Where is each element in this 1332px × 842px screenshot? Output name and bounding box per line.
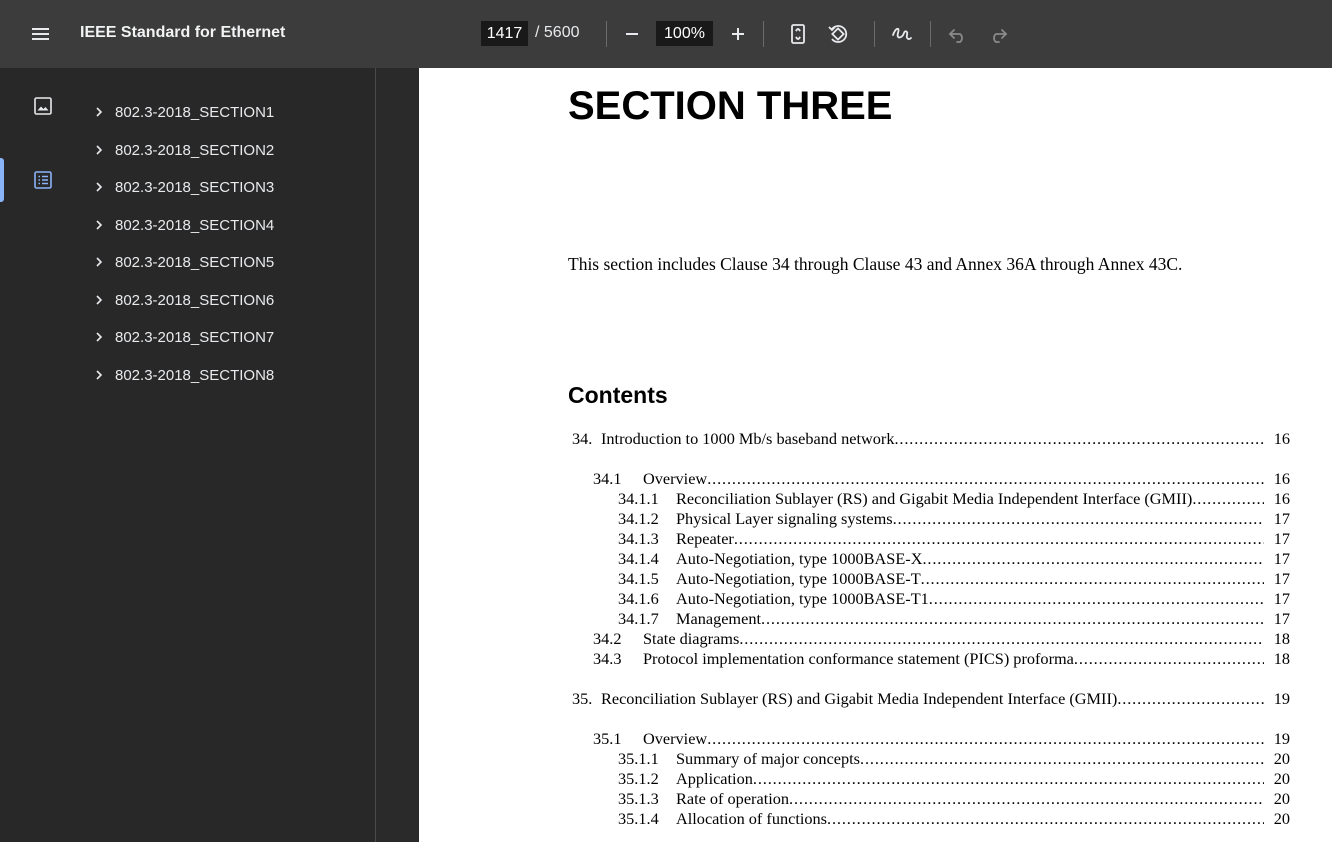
toc-leader <box>707 469 1264 489</box>
chevron-right-icon[interactable] <box>92 368 106 382</box>
toc-entry[interactable] <box>618 809 1290 829</box>
toc-leader <box>761 609 1264 629</box>
toc-leader <box>739 629 1264 649</box>
toc-page: 16 <box>1273 429 1290 448</box>
fit-page-icon[interactable] <box>785 21 811 47</box>
toc-leader <box>789 789 1264 809</box>
toc-number: 34.1.5 <box>618 569 659 588</box>
toc-number: 34.1 <box>593 469 622 488</box>
toolbar-divider <box>606 21 607 47</box>
outline-item-section6[interactable] <box>84 284 364 316</box>
thumbnails-icon[interactable] <box>30 93 56 119</box>
toc-leader <box>1074 649 1264 669</box>
toc-leader <box>929 589 1264 609</box>
toc-number: 35. <box>572 689 593 708</box>
toc-number: 35.1.3 <box>618 789 659 808</box>
toc-leader <box>1117 689 1264 709</box>
outline-icon[interactable] <box>30 167 56 193</box>
toc-leader <box>860 749 1264 769</box>
toc-title: Allocation of functions <box>676 809 828 828</box>
toolbar-divider <box>874 21 875 47</box>
toc-leader <box>827 809 1264 829</box>
toc-page: 17 <box>1273 509 1290 528</box>
outline-item-section8[interactable] <box>84 359 364 391</box>
toc-number: 34.1.4 <box>618 549 659 568</box>
sidebar-rail <box>0 68 84 842</box>
zoom-input[interactable] <box>656 21 713 46</box>
outline-item-label: 802.3-2018_SECTION5 <box>115 254 275 271</box>
toc-number: 34.2 <box>593 629 622 648</box>
toc-title: Auto-Negotiation, type 1000BASE-X <box>676 549 923 568</box>
toc-leader <box>894 429 1264 449</box>
chevron-right-icon[interactable] <box>92 218 106 232</box>
redo-icon[interactable] <box>985 21 1011 47</box>
outline-item-section7[interactable] <box>84 321 364 353</box>
toc-title: Application <box>676 769 753 788</box>
outline-panel <box>84 68 375 842</box>
toc-leader <box>1192 489 1264 509</box>
toc-title: Summary of major concepts <box>676 749 861 768</box>
toc-title: Rate of operation <box>676 789 790 808</box>
chevron-right-icon[interactable] <box>92 330 106 344</box>
outline-item-label: 802.3-2018_SECTION1 <box>115 104 275 121</box>
section-intro: This section includes Clause 34 through Clause 43 and Annex 36A through Annex 43C. <box>568 254 1183 274</box>
toc-title: Protocol implementation conformance statement (PICS) proforma <box>643 649 1074 668</box>
toc-title: Introduction to 1000 Mb/s baseband network <box>601 429 895 448</box>
toc-number: 34.3 <box>593 649 622 668</box>
zoom-in-icon[interactable] <box>726 22 750 46</box>
toc-page: 19 <box>1273 689 1290 708</box>
outline-item-label: 802.3-2018_SECTION4 <box>115 217 275 234</box>
toc-leader <box>707 729 1264 749</box>
toc-title: Physical Layer signaling systems <box>676 509 893 528</box>
toc-entry[interactable] <box>593 649 1290 669</box>
toc-page: 16 <box>1273 489 1290 508</box>
outline-item-section3[interactable] <box>84 171 364 203</box>
toc-number: 35.1.4 <box>618 809 659 828</box>
toc-entry[interactable] <box>618 549 1290 569</box>
toc-page: 17 <box>1273 609 1290 628</box>
outline-item-label: 802.3-2018_SECTION3 <box>115 179 275 196</box>
contents-heading: Contents <box>568 382 668 408</box>
toc-entry[interactable] <box>618 749 1290 769</box>
toc-number: 34.1.6 <box>618 589 659 608</box>
toc-number: 35.1.2 <box>618 769 659 788</box>
outline-item-label: 802.3-2018_SECTION7 <box>115 329 275 346</box>
toolbar <box>0 0 1332 68</box>
toc-page: 17 <box>1273 589 1290 608</box>
toc-entry[interactable] <box>618 489 1290 509</box>
page-total: / 5600 <box>535 24 580 41</box>
toc-number: 34.1.2 <box>618 509 659 528</box>
toc-page: 18 <box>1273 629 1290 648</box>
outline-item-label: 802.3-2018_SECTION2 <box>115 142 275 159</box>
chevron-right-icon[interactable] <box>92 143 106 157</box>
toc-entry[interactable] <box>593 469 1290 489</box>
toc-page: 20 <box>1273 789 1290 808</box>
pdf-page <box>419 68 1332 842</box>
undo-icon[interactable] <box>945 21 971 47</box>
toc-leader <box>893 509 1264 529</box>
outline-item-section2[interactable] <box>84 134 364 166</box>
toc-entry[interactable] <box>593 629 1290 649</box>
toc-title: Auto-Negotiation, type 1000BASE-T1 <box>676 589 929 608</box>
toc-entry[interactable] <box>618 569 1290 589</box>
chevron-right-icon[interactable] <box>92 105 106 119</box>
toc-leader <box>753 769 1264 789</box>
outline-item-label: 802.3-2018_SECTION6 <box>115 292 275 309</box>
toc-number: 35.1.1 <box>618 749 659 768</box>
toc-title: Overview <box>643 469 708 488</box>
rotate-icon[interactable] <box>825 21 851 47</box>
toc-entry[interactable] <box>593 729 1290 749</box>
toc-number: 34.1.1 <box>618 489 659 508</box>
toc-leader <box>922 549 1264 569</box>
menu-icon[interactable] <box>28 22 54 46</box>
toc-title: Repeater <box>676 529 734 548</box>
toc-entry[interactable] <box>572 689 1290 709</box>
toc-page: 20 <box>1273 769 1290 788</box>
toc-entry[interactable] <box>572 429 1290 449</box>
toc-page: 20 <box>1273 809 1290 828</box>
toc-page: 20 <box>1273 749 1290 768</box>
toolbar-divider <box>930 21 931 47</box>
toc-entry[interactable] <box>618 589 1290 609</box>
document-title: IEEE Standard for Ethernet <box>80 24 286 41</box>
toc-page: 16 <box>1273 469 1290 488</box>
chevron-right-icon[interactable] <box>92 180 106 194</box>
chevron-right-icon[interactable] <box>92 293 106 307</box>
toc-page: 17 <box>1273 549 1290 568</box>
zoom-out-icon[interactable] <box>620 22 644 46</box>
outline-item-label: 802.3-2018_SECTION8 <box>115 367 275 384</box>
toc-page: 19 <box>1273 729 1290 748</box>
toc-entry[interactable] <box>618 609 1290 629</box>
toc-number: 34.1.3 <box>618 529 659 548</box>
toc-leader <box>734 529 1264 549</box>
active-indicator <box>0 158 4 202</box>
section-title: SECTION THREE <box>568 84 893 128</box>
toc-page: 17 <box>1273 529 1290 548</box>
toc-entry[interactable] <box>618 529 1290 549</box>
toc-title: Reconciliation Sublayer (RS) and Gigabit Media Independent Interface (GMII) <box>676 489 1193 508</box>
toolbar-divider <box>763 21 764 47</box>
page-number-input[interactable] <box>481 21 528 46</box>
outline-item-section5[interactable] <box>84 246 364 278</box>
chevron-right-icon[interactable] <box>92 255 106 269</box>
toc-title: Management <box>676 609 761 628</box>
toc-title: Auto-Negotiation, type 1000BASE-T <box>676 569 921 588</box>
toc-entry[interactable] <box>618 769 1290 789</box>
toc-title: State diagrams <box>643 629 740 648</box>
outline-item-section1[interactable] <box>84 96 364 128</box>
toc-number: 34.1.7 <box>618 609 659 628</box>
toc-number: 34. <box>572 429 593 448</box>
toc-page: 17 <box>1273 569 1290 588</box>
toc-title: Overview <box>643 729 708 748</box>
toc-leader <box>921 569 1264 589</box>
toc-entry[interactable] <box>618 509 1290 529</box>
toc-number: 35.1 <box>593 729 622 748</box>
toc-title: Reconciliation Sublayer (RS) and Gigabit Media Independent Interface (GMII) <box>601 689 1118 708</box>
toc-page: 18 <box>1273 649 1290 668</box>
annotate-icon[interactable] <box>888 21 914 47</box>
toc-entry[interactable] <box>618 789 1290 809</box>
outline-item-section4[interactable] <box>84 209 364 241</box>
